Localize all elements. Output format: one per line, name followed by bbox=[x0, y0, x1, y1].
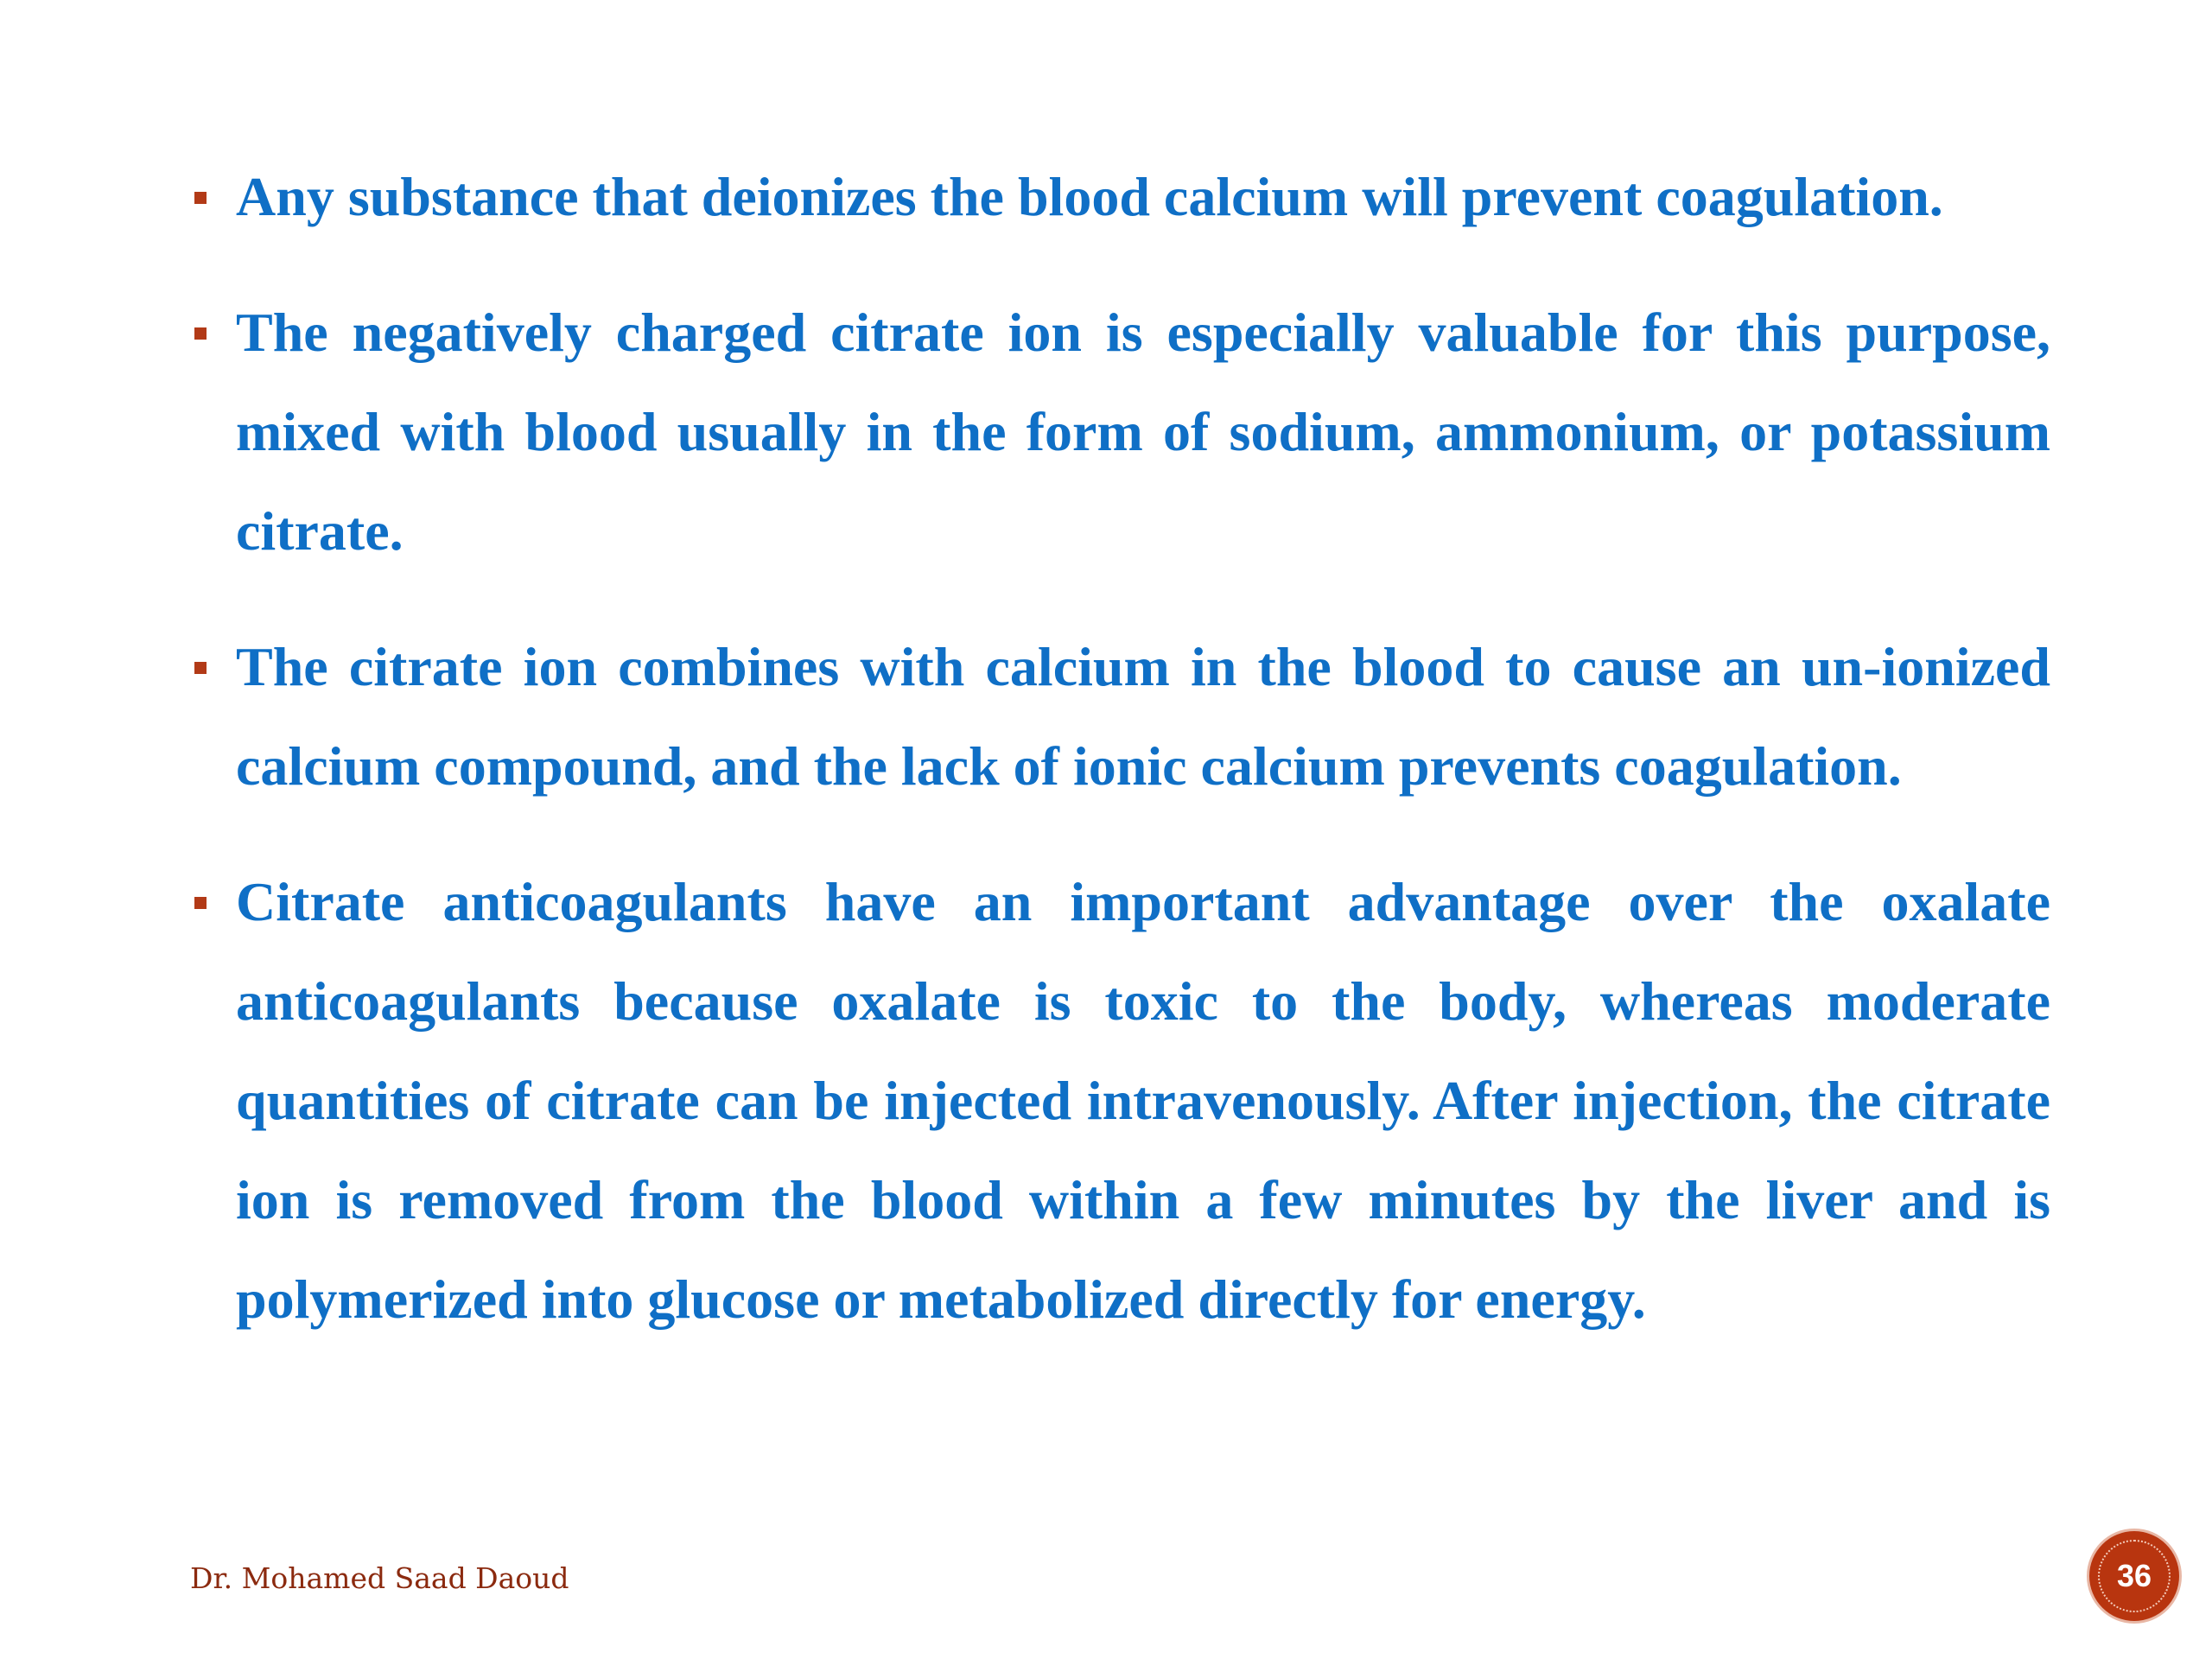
bullet-item bbox=[194, 147, 2050, 246]
bullet-item bbox=[194, 617, 2050, 816]
square-bullet-icon bbox=[194, 662, 207, 674]
footer-author: Dr. Mohamed Saad Daoud bbox=[190, 1561, 569, 1595]
square-bullet-icon bbox=[194, 897, 207, 909]
bullet-text: The negatively charged citrate ion is especially valuable for this purpose, mixed with blood usually in the form of sodium, ammonium, or potassium citrate. bbox=[236, 302, 2050, 562]
page-number-badge bbox=[2089, 1531, 2179, 1621]
page-number: 36 bbox=[2098, 1540, 2171, 1612]
bullet-item bbox=[194, 283, 2050, 581]
bullet-item bbox=[194, 852, 2050, 1349]
bullet-text: Citrate anticoagulants have an important advantage over the oxalate anticoagulants because oxalate is toxic to the body, whereas moderate quantities of citrate can be injected intravenously. After injection, the citrate ion is removed from the blood within a few minutes by the liver and is polymerized into glucose or metabolized directly for energy. bbox=[236, 871, 2050, 1330]
bullet-text: The citrate ion combines with calcium in the blood to cause an un-ionized calcium compound, and the lack of ionic calcium prevents coagulation. bbox=[236, 636, 2050, 797]
bullet-text: Any substance that deionizes the blood calcium will prevent coagulation. bbox=[236, 166, 1943, 227]
square-bullet-icon bbox=[194, 327, 207, 340]
bullet-list bbox=[194, 147, 2050, 1385]
square-bullet-icon bbox=[194, 192, 207, 204]
